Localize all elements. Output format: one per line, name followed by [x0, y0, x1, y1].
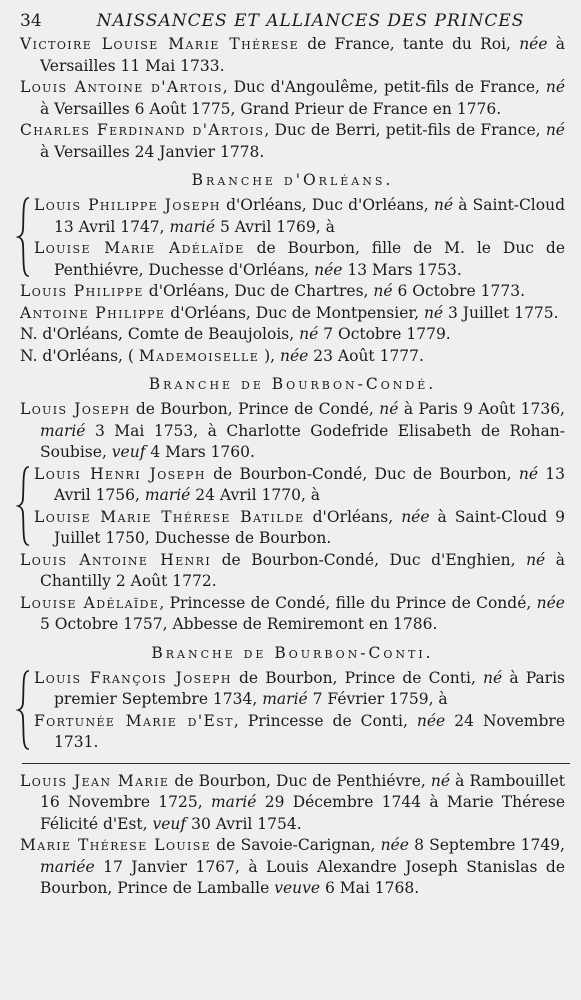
person-name: Louise Marie Adélaïde: [34, 239, 245, 257]
entry-text: 13 Mars 1753.: [342, 260, 462, 279]
entry-text: ),: [259, 346, 280, 365]
genealogy-entry: [20, 771, 565, 836]
status-term: né: [379, 400, 399, 418]
person-name: Louis Antoine d'Artois: [20, 78, 223, 96]
entry-text: de Bourbon, Prince de Conti,: [231, 668, 484, 687]
genealogy-entry: [34, 195, 565, 238]
status-term: né: [373, 282, 393, 300]
person-name: Louise Marie Thérese Batilde: [34, 507, 305, 526]
genealogy-entry: [20, 281, 565, 303]
person-name: Marie Thérese Louise: [20, 836, 212, 854]
running-title: NAISSANCES ET ALLIANCES DES PRINCES: [96, 11, 525, 31]
entry-text: , Duc de Berri, petit-fils de France,: [264, 121, 546, 139]
person-name: Louis Antoine Henri: [20, 550, 212, 569]
person-name: Charles Ferdinand d'Artois: [20, 121, 265, 139]
entry-text: 17 Janvier 1767, à Louis Alexandre Joseph Stanislas de Bourbon, Prince de Lamballe: [40, 857, 565, 897]
entry-text: 7 Octobre 1779.: [318, 325, 451, 343]
genealogy-entry: [20, 34, 565, 77]
genealogy-entry: [20, 550, 565, 593]
status-term: née: [380, 836, 409, 854]
entry-text: de France, tante du Roi,: [299, 35, 520, 53]
genealogy-entry: [20, 303, 565, 325]
entry-text: à Versailles 6 Août 1775, Grand Prieur de France en 1776.: [40, 99, 502, 118]
genealogy-entry: [20, 346, 565, 368]
person-name: Louis François Joseph: [34, 668, 232, 687]
genealogy-entry: [34, 711, 565, 754]
status-term: né: [423, 303, 444, 322]
entry-text: 30 Avril 1754.: [186, 814, 302, 833]
person-name: Louis Philippe: [20, 282, 144, 300]
entry-text: 6 Mai 1768.: [320, 879, 420, 897]
entry-text: d'Orléans, Duc de Chartres,: [143, 282, 374, 300]
entry-text: à Versailles 11 Mai 1733.: [40, 35, 565, 75]
person-name: Antoine Philippe: [20, 303, 166, 322]
married-couple: [20, 464, 565, 550]
person-name: Louis Philippe Joseph: [34, 196, 221, 214]
entry-text: 3 Mai 1753, à Charlotte Godefride Elisabeth de Rohan-Soubise,: [40, 421, 565, 461]
status-term: né: [545, 121, 565, 139]
entry-text: à Saint-Cloud 9 Juillet 1750, Duchesse de Bourbon.: [54, 507, 566, 547]
person-name: Fortunée Marie d'Est: [34, 711, 234, 730]
person-name: Victoire Louise Marie Thérese: [20, 35, 300, 53]
entry-text: 7 Février 1759, à: [307, 690, 448, 708]
entry-text: 4 Mars 1760.: [145, 443, 255, 461]
entry-text: d'Orléans, Duc de Montpensier,: [165, 303, 424, 322]
status-term: né: [545, 78, 566, 96]
status-term: né: [518, 464, 538, 483]
entry-text: 29 Décembre 1744 à Marie Thérese Félicité d'Est,: [40, 793, 566, 833]
status-term: né: [483, 668, 503, 687]
status-term: marié: [40, 421, 86, 440]
entry-text: à Versailles 24 Janvier 1778.: [40, 142, 265, 161]
entry-text: d'Orléans, Duc d'Orléans,: [220, 196, 434, 214]
status-term: marié: [144, 486, 191, 504]
entry-text: Mademoiselle: [138, 346, 260, 365]
entry-text: de Savoie-Carignan,: [211, 836, 381, 854]
section-divider: [22, 763, 570, 764]
entry-text: 3 Juillet 1775.: [443, 303, 559, 322]
branch-heading: Branche de Bourbon-Conti.: [151, 643, 434, 662]
status-term: né: [526, 550, 546, 569]
genealogy-entry: [34, 507, 565, 550]
entry-text: N. d'Orléans, Comte de Beaujolois,: [20, 325, 300, 343]
status-term: marié: [262, 690, 308, 708]
status-term: veuf: [152, 814, 187, 833]
status-term: mariée: [40, 857, 95, 876]
entry-text: 5 Avril 1769, à: [215, 217, 335, 236]
person-name: Louise Adélaïde: [20, 593, 160, 612]
entry-text: 6 Octobre 1773.: [392, 282, 526, 300]
status-term: né: [299, 325, 319, 343]
curly-brace-icon: [16, 670, 32, 750]
entry-text: à Chantilly 2 Août 1772.: [40, 550, 565, 590]
person-name: Louis Jean Marie: [20, 771, 170, 790]
entry-text: 13 Avril 1756,: [54, 464, 566, 504]
married-couple: [20, 195, 565, 281]
genealogy-entry: [20, 399, 565, 464]
entry-text: , Duc d'Angoulême, petit-fils de France,: [222, 78, 546, 96]
genealogy-entry: [34, 238, 565, 281]
branch-heading: Branche de Bourbon-Condé.: [148, 375, 437, 393]
status-term: née: [280, 346, 309, 365]
genealogy-entry: [20, 593, 565, 636]
status-term: né: [430, 771, 451, 790]
status-term: marié: [169, 217, 216, 236]
branch-heading: Branche d'Orléans.: [191, 171, 394, 189]
entry-text: à Saint-Cloud 13 Avril 1747,: [54, 196, 565, 236]
curly-brace-icon: [16, 197, 32, 277]
status-term: née: [536, 593, 565, 612]
entry-text: N. d'Orléans, (: [20, 346, 139, 365]
married-couple: [20, 668, 565, 754]
status-term: née: [519, 35, 548, 53]
entry-text: 23 Août 1777.: [308, 346, 424, 365]
entry-text: de Bourbon, Prince de Condé,: [130, 400, 380, 418]
page-number: 34: [20, 11, 42, 31]
entry-text: 5 Octobre 1757, Abbesse de Remiremont en 1786.: [40, 615, 438, 633]
entry-text: de Bourbon-Condé, Duc de Bourbon,: [205, 464, 519, 483]
entry-text: , Princesse de Condé, fille du Prince de Condé,: [159, 593, 537, 612]
status-term: veuve: [274, 879, 321, 897]
status-term: né: [433, 196, 454, 214]
entry-text: de Bourbon, fille de M. le Duc de Penthiévre, Duchesse d'Orléans,: [54, 239, 565, 279]
person-name: Louis Joseph: [20, 400, 131, 418]
genealogy-entry: [34, 668, 565, 711]
entry-text: à Paris 9 Août 1736,: [398, 400, 565, 418]
status-term: née: [401, 507, 430, 526]
entry-text: de Bourbon-Condé, Duc d'Enghien,: [211, 550, 527, 569]
entry-text: de Bourbon, Duc de Penthiévre,: [169, 771, 431, 790]
status-term: née: [416, 711, 446, 730]
genealogy-entry: [20, 77, 565, 120]
entry-text: à Rambouillet 16 Novembre 1725,: [40, 771, 565, 811]
entry-text: 24 Avril 1770, à: [190, 486, 321, 504]
entry-text: à Paris premier Septembre 1734,: [54, 668, 565, 708]
entry-text: 8 Septembre 1749,: [408, 836, 565, 854]
page-header: [20, 10, 565, 32]
entry-text: 24 Novembre 1731.: [54, 711, 565, 751]
genealogy-entry: [20, 835, 565, 900]
status-term: marié: [210, 793, 257, 811]
genealogy-entry: [20, 324, 565, 346]
genealogy-entry: [34, 464, 565, 507]
curly-brace-icon: [16, 466, 32, 546]
status-term: née: [314, 260, 343, 279]
entry-text: d'Orléans,: [304, 507, 402, 526]
status-term: veuf: [111, 443, 146, 461]
document-body: [20, 34, 565, 900]
entry-text: , Princesse de Conti,: [233, 711, 417, 730]
person-name: Louis Henri Joseph: [34, 464, 206, 483]
genealogy-entry: [20, 120, 565, 163]
